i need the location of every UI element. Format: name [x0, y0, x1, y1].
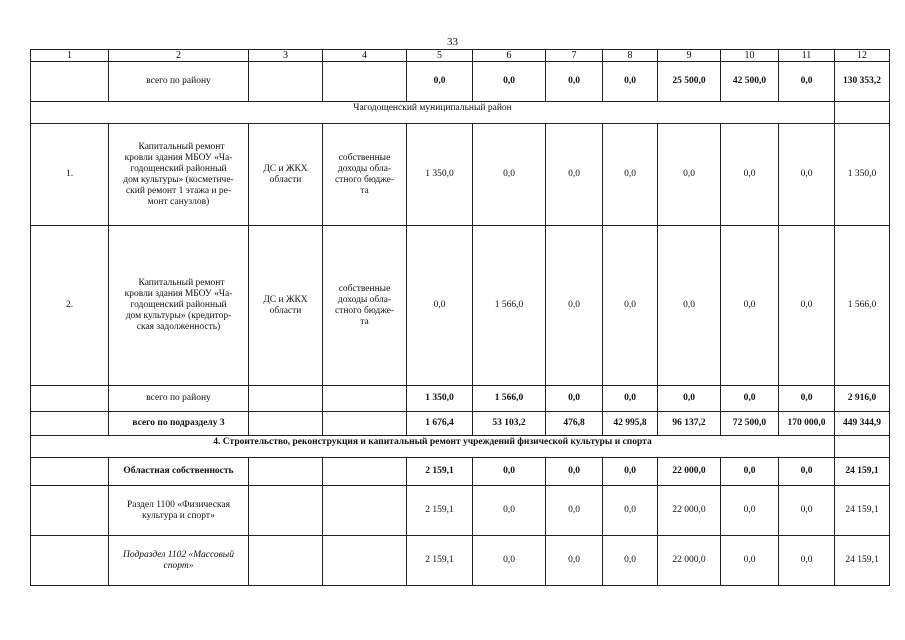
value-cell: 0,0: [658, 226, 721, 386]
value-cell: 0,0: [721, 124, 779, 226]
row-label: всего по подразделу 3: [109, 412, 249, 436]
column-number: 3: [249, 50, 323, 62]
value-cell: 0,0: [473, 536, 546, 586]
column-number: 6: [473, 50, 546, 62]
column-number: 8: [603, 50, 658, 62]
value-cell: 1 566,0: [835, 226, 890, 386]
executor-cell: ДС и ЖКХ области: [249, 226, 323, 386]
value-cell: 0,0: [546, 458, 603, 486]
value-cell: 42 500,0: [721, 62, 779, 102]
value-cell: 0,0: [603, 124, 658, 226]
funding-source-cell: собственные доходы обла- стного бюдже- та: [323, 124, 407, 226]
value-cell: 0,0: [603, 486, 658, 536]
section-title: 4. Строительство, реконструкция и капитальный ремонт учреждений физической культуры и спорта: [31, 436, 835, 458]
value-cell: 0,0: [473, 486, 546, 536]
value-cell: 130 353,2: [835, 62, 890, 102]
column-number: 5: [407, 50, 473, 62]
value-cell: 0,0: [546, 536, 603, 586]
column-number: 4: [323, 50, 407, 62]
value-cell: 0,0: [603, 386, 658, 412]
value-cell: 449 344,9: [835, 412, 890, 436]
column-number: 12: [835, 50, 890, 62]
value-cell: 0,0: [779, 226, 835, 386]
column-number: 1: [31, 50, 109, 62]
page-number: 33: [447, 36, 458, 48]
district-title-row: [31, 102, 890, 124]
value-cell: 0,0: [779, 458, 835, 486]
value-cell: 0,0: [721, 458, 779, 486]
value-cell: 22 000,0: [658, 458, 721, 486]
row-label: Областная собственность: [109, 458, 249, 486]
value-cell: 42 995,8: [603, 412, 658, 436]
table-row: [31, 486, 890, 536]
value-cell: 0,0: [473, 124, 546, 226]
value-cell: 2 159,1: [407, 536, 473, 586]
value-cell: 2 159,1: [407, 458, 473, 486]
district-total-row: [31, 386, 890, 412]
value-cell: 1 566,0: [473, 386, 546, 412]
value-cell: 0,0: [779, 536, 835, 586]
value-cell: 0,0: [779, 386, 835, 412]
value-cell: 1 350,0: [407, 124, 473, 226]
value-cell: 0,0: [603, 226, 658, 386]
column-number-row: [31, 50, 890, 62]
table-row: [31, 458, 890, 486]
value-cell: 22 000,0: [658, 486, 721, 536]
row-label: всего по району: [109, 62, 249, 102]
value-cell: 53 103,2: [473, 412, 546, 436]
value-cell: 170 000,0: [779, 412, 835, 436]
value-cell: 0,0: [603, 536, 658, 586]
value-cell: 0,0: [658, 386, 721, 412]
value-cell: 0,0: [546, 226, 603, 386]
value-cell: 1 350,0: [407, 386, 473, 412]
subsection-total-row: [31, 412, 890, 436]
row-label: всего по району: [109, 386, 249, 412]
item-description: Капитальный ремонт кровли здания МБОУ «Ча- годощенский районный дом культуры» (кредитор- ская задолженность): [109, 226, 249, 386]
value-cell: 24 159,1: [835, 458, 890, 486]
item-number: 2.: [31, 226, 109, 386]
section-title-row: [31, 436, 890, 458]
value-cell: 0,0: [407, 62, 473, 102]
value-cell: 0,0: [721, 486, 779, 536]
value-cell: 0,0: [603, 458, 658, 486]
item-number: 1.: [31, 124, 109, 226]
value-cell: 0,0: [546, 62, 603, 102]
district-total-row: [31, 62, 890, 102]
value-cell: 1 676,4: [407, 412, 473, 436]
value-cell: 96 137,2: [658, 412, 721, 436]
funding-source-cell: собственные доходы обла- стного бюдже- та: [323, 226, 407, 386]
column-number: 2: [109, 50, 249, 62]
value-cell: 0,0: [658, 124, 721, 226]
value-cell: 0,0: [721, 226, 779, 386]
column-number: 10: [721, 50, 779, 62]
value-cell: 476,8: [546, 412, 603, 436]
row-label: Раздел 1100 «Физическая культура и спорт»: [109, 486, 249, 536]
column-number: 11: [779, 50, 835, 62]
value-cell: 0,0: [779, 62, 835, 102]
value-cell: 0,0: [721, 536, 779, 586]
budget-table: [30, 49, 890, 586]
value-cell: 0,0: [779, 486, 835, 536]
value-cell: 24 159,1: [835, 486, 890, 536]
value-cell: 1 350,0: [835, 124, 890, 226]
value-cell: 0,0: [603, 62, 658, 102]
value-cell: 72 500,0: [721, 412, 779, 436]
table-row: [31, 536, 890, 586]
value-cell: 0,0: [721, 386, 779, 412]
table-row: [31, 226, 890, 386]
district-title: Чагодощенский муниципальный район: [31, 102, 835, 124]
table-row: [31, 124, 890, 226]
value-cell: 1 566,0: [473, 226, 546, 386]
value-cell: 0,0: [473, 458, 546, 486]
value-cell: 2 159,1: [407, 486, 473, 536]
value-cell: 0,0: [546, 486, 603, 536]
value-cell: 0,0: [473, 62, 546, 102]
value-cell: 0,0: [546, 386, 603, 412]
value-cell: 24 159,1: [835, 536, 890, 586]
value-cell: 0,0: [779, 124, 835, 226]
column-number: 7: [546, 50, 603, 62]
value-cell: 0,0: [407, 226, 473, 386]
value-cell: 0,0: [546, 124, 603, 226]
item-description: Капитальный ремонт кровли здания МБОУ «Ча- годощенский районный дом культуры» (косметиче- ский ремонт 1 этажа и ре- монт санузлов): [109, 124, 249, 226]
value-cell: 2 916,0: [835, 386, 890, 412]
executor-cell: ДС и ЖКХ области: [249, 124, 323, 226]
column-number: 9: [658, 50, 721, 62]
row-label: Подраздел 1102 «Массовый спорт»: [109, 536, 249, 586]
value-cell: 25 500,0: [658, 62, 721, 102]
value-cell: 22 000,0: [658, 536, 721, 586]
